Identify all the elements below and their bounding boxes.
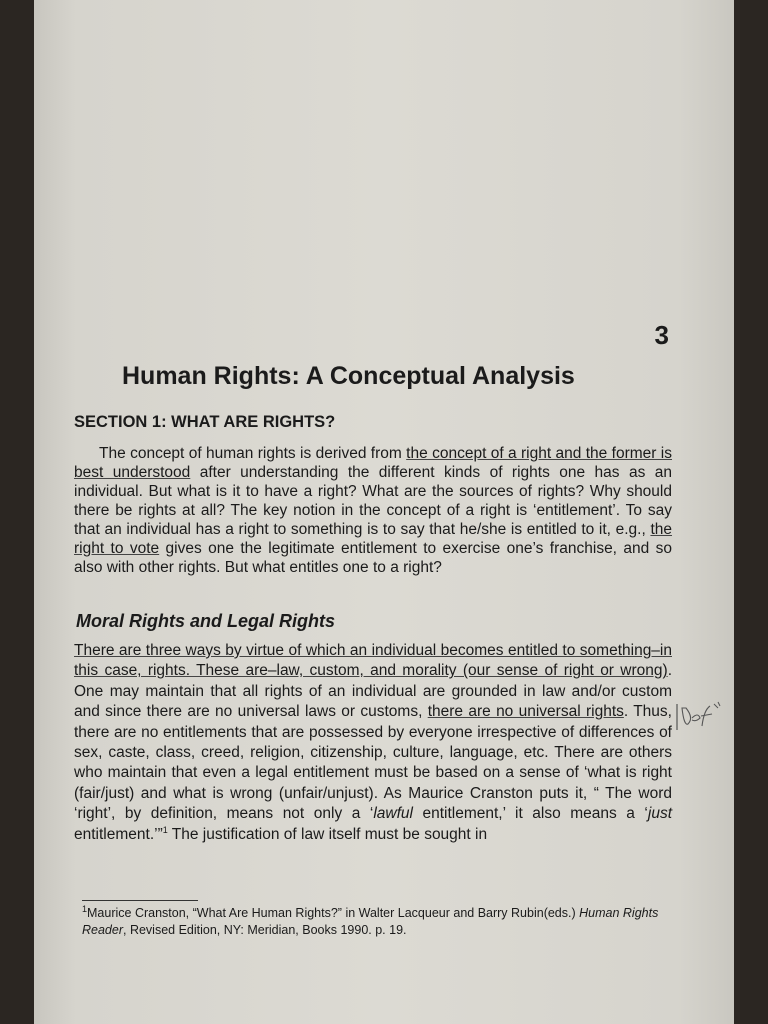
- underlined-text: there are no universal rights: [427, 703, 624, 721]
- chapter-number: 3: [654, 320, 669, 350]
- paragraph-text: entitlement,’ it also means a ‘: [412, 805, 648, 823]
- paragraph-text: . Thus, there are no entitlements that are possessed by everyone irrespective of differences of sex, caste, class, creed, religion, citizenship, culture, language, etc. There are others who maintain that even a legal entitlement must be based on a sense of ‘what is right (fair/just) and what is wrong (unfair/unjust). As Maurice Cranston puts it, “ The word ‘right’, by definition, means not only a ‘: [74, 703, 672, 823]
- footnote-reference: 1: [162, 824, 168, 835]
- paragraph-text: entitlement.’”: [74, 825, 163, 843]
- paragraph-text: . One may maintain that all rights of an individual are grounded in law and/or custom and since there are no universal laws or customs,: [74, 662, 672, 721]
- footnote-book-title: Human Rights Reader: [82, 906, 659, 937]
- footnote-marker: 1: [82, 903, 88, 914]
- footnote-text: Maurice Cranston, “What Are Human Rights?” in Walter Lacqueur and Barry Rubin(eds.): [87, 906, 580, 920]
- subsection-paragraph: [74, 641, 672, 845]
- paragraph-text: The concept of human rights is derived from: [99, 445, 407, 462]
- footnote-divider: [82, 900, 198, 901]
- book-page: [34, 0, 734, 1024]
- underlined-text: the right to vote: [74, 521, 672, 557]
- paragraph-text: gives one the legitimate entitlement to exercise one’s franchise, and so also with other rights. But what entitles one to a right?: [74, 540, 672, 576]
- italic-text: just: [647, 805, 672, 823]
- footnote: [82, 905, 682, 939]
- footnote-text: , Revised Edition, NY: Meridian, Books 1990. p. 19.: [123, 923, 407, 937]
- handwritten-annotation: [674, 700, 724, 736]
- section-paragraph: [74, 444, 672, 577]
- underlined-text: the concept of a right and the former is best understood: [74, 445, 673, 481]
- chapter-title: Human Rights: A Conceptual Analysis: [122, 362, 575, 390]
- underlined-text: There are three ways by virtue of which an individual becomes entitled to something–in this case, rights. These are–law, custom, and morality (our sense of right or wrong): [74, 642, 672, 680]
- italic-text: lawful: [373, 805, 413, 823]
- handwritten-def-icon: [674, 700, 724, 736]
- section-heading: SECTION 1: WHAT ARE RIGHTS?: [74, 413, 336, 431]
- paragraph-text: The justification of law itself must be sought in: [167, 825, 488, 843]
- paragraph-text: after understanding the different kinds of rights one has as an individual. But what is it to have a right? What are the sources of rights? Why should there be rights at all? The key notion in the concept of a right is ‘entitlement’. To say that an individual has a right to something is to say that he/she is entitled to it, e.g.,: [74, 464, 672, 538]
- subsection-heading: Moral Rights and Legal Rights: [76, 611, 336, 631]
